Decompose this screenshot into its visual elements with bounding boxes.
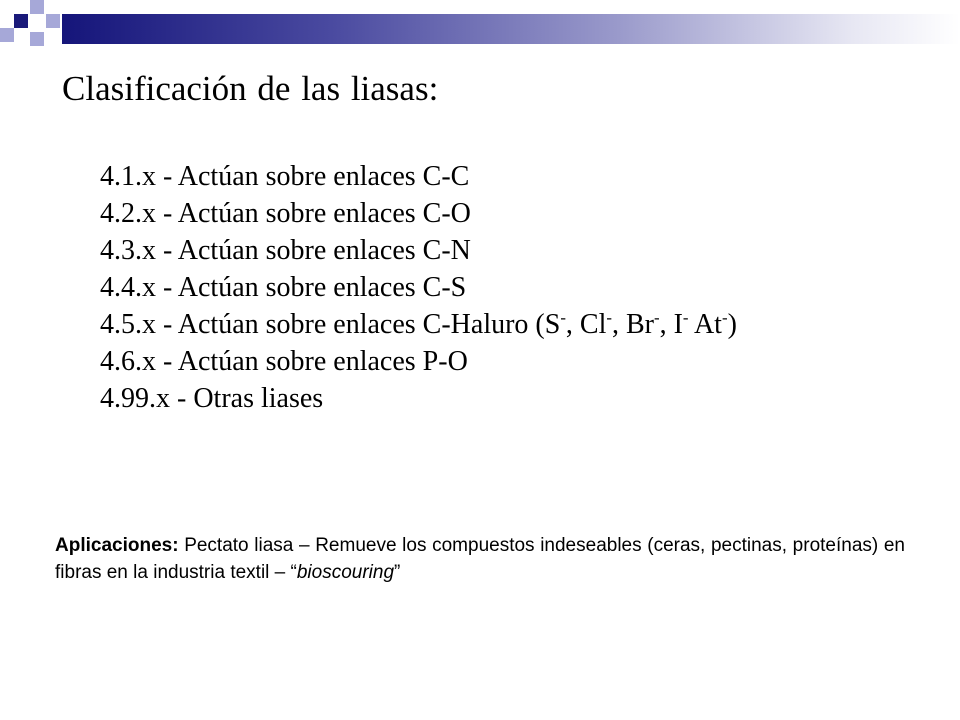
applications-label: Aplicaciones: [55, 535, 179, 556]
list-item-text: 4.5.x - Actúan sobre enlaces C-Haluro (S [100, 309, 561, 340]
header-gradient-bar [62, 14, 960, 44]
header-decoration [0, 0, 960, 56]
superscript-minus: - [682, 307, 689, 327]
list-item-text: , Br [611, 309, 654, 340]
decor-square-lavender [30, 0, 44, 14]
applications-term: bioscouring [296, 562, 395, 583]
list-item: 4.2.x - Actúan sobre enlaces C-O [100, 198, 471, 229]
list-item: 4.6.x - Actúan sobre enlaces P-O [100, 346, 468, 377]
decor-square-lavender [0, 28, 14, 42]
superscript-minus: - [606, 307, 612, 327]
list-item: 4.99.x - Otras liases [100, 383, 324, 414]
list-item: 4.3.x - Actúan sobre enlaces C-N [100, 235, 471, 266]
list-item: 4.4.x - Actúan sobre enlaces C-S [100, 272, 467, 303]
applications-body: Pectato liasa – Remueve los compuestos indeseables (ceras, pectinas, proteínas) en fibras en la industria textil – “ [55, 535, 905, 583]
decor-square-navy [14, 14, 28, 28]
list-item-text: At [688, 309, 722, 340]
slide-title: Clasificación de las liasas: [62, 69, 439, 108]
superscript-minus: - [653, 307, 660, 327]
decor-square-lavender [46, 14, 60, 28]
list-item-text: ) [727, 309, 737, 340]
superscript-minus: - [721, 307, 728, 327]
list-item-text: , Cl [565, 309, 607, 340]
list-item [100, 306, 737, 343]
superscript-minus: - [560, 307, 566, 327]
applications-closing: ” [394, 562, 401, 583]
lyase-class-list [100, 158, 737, 417]
applications-paragraph [55, 532, 905, 586]
decor-square-lavender [30, 32, 44, 46]
list-item-text: , I [659, 309, 683, 340]
list-item: 4.1.x - Actúan sobre enlaces C-C [100, 161, 470, 192]
